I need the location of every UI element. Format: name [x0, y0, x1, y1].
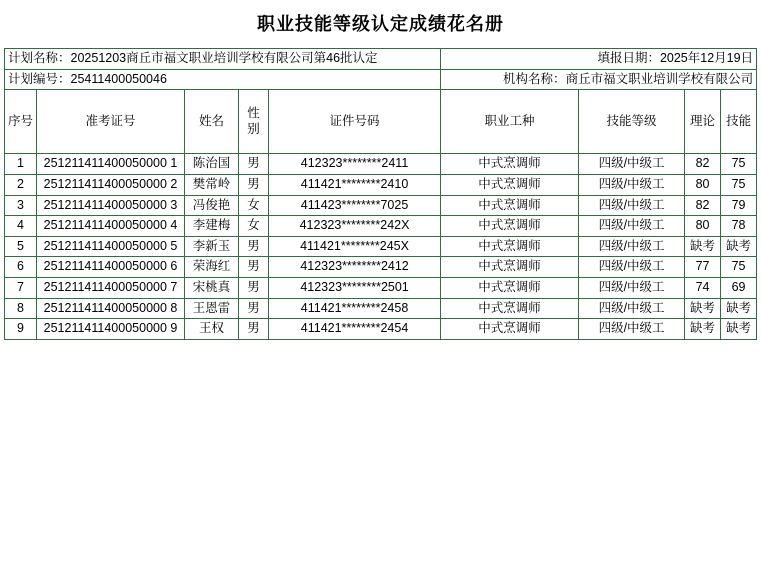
cell-sex: 男: [239, 154, 269, 175]
table-row: [5, 278, 757, 299]
cell-seq: 6: [5, 257, 37, 278]
fill-date-cell: [441, 49, 757, 70]
cell-job: 中式烹调师: [441, 236, 579, 257]
cell-theory: 80: [685, 216, 721, 237]
plan-code-value: 25411400050046: [70, 71, 167, 86]
cell-seq: 3: [5, 195, 37, 216]
cell-level: 四级/中级工: [579, 278, 685, 299]
cell-exam-no: 251211411400050000 7: [37, 278, 185, 299]
cell-skill: 缺考: [721, 319, 757, 340]
cell-level: 四级/中级工: [579, 154, 685, 175]
cell-id-no: 412323********2411: [269, 154, 441, 175]
cell-sex: 男: [239, 278, 269, 299]
column-header-job: 职业工种: [441, 90, 579, 154]
cell-theory: 缺考: [685, 298, 721, 319]
cell-name: 王恩雷: [185, 298, 239, 319]
table-row: [5, 154, 757, 175]
cell-sex: 男: [239, 257, 269, 278]
table-row: [5, 257, 757, 278]
cell-name: 冯俊艳: [185, 195, 239, 216]
cell-name: 陈治国: [185, 154, 239, 175]
table-row: [5, 195, 757, 216]
plan-name-label: 计划名称：: [8, 51, 71, 65]
cell-name: 李建梅: [185, 216, 239, 237]
header-row-plan: [5, 49, 757, 70]
cell-sex: 女: [239, 195, 269, 216]
column-header-theory: 理论: [685, 90, 721, 154]
cell-theory: 80: [685, 174, 721, 195]
cell-job: 中式烹调师: [441, 154, 579, 175]
cell-sex: 男: [239, 319, 269, 340]
column-header-exam-no: 准考证号: [37, 90, 185, 154]
cell-name: 宋桃真: [185, 278, 239, 299]
cell-skill: 75: [721, 257, 757, 278]
cell-seq: 1: [5, 154, 37, 175]
cell-job: 中式烹调师: [441, 319, 579, 340]
cell-skill: 75: [721, 174, 757, 195]
column-header-seq: 序号: [5, 90, 37, 154]
plan-code-cell: [5, 69, 441, 90]
cell-level: 四级/中级工: [579, 216, 685, 237]
cell-job: 中式烹调师: [441, 195, 579, 216]
cell-exam-no: 251211411400050000 2: [37, 174, 185, 195]
cell-exam-no: 251211411400050000 9: [37, 319, 185, 340]
cell-id-no: 411421********245X: [269, 236, 441, 257]
cell-exam-no: 251211411400050000 3: [37, 195, 185, 216]
cell-seq: 4: [5, 216, 37, 237]
cell-job: 中式烹调师: [441, 216, 579, 237]
table-row: [5, 236, 757, 257]
column-header-id-no: 证件号码: [269, 90, 441, 154]
cell-level: 四级/中级工: [579, 298, 685, 319]
column-header-name: 姓名: [185, 90, 239, 154]
cell-theory: 77: [685, 257, 721, 278]
cell-job: 中式烹调师: [441, 257, 579, 278]
org-name-cell: [441, 69, 757, 90]
roster-table: [4, 48, 757, 340]
cell-name: 荣海红: [185, 257, 239, 278]
cell-name: 王权: [185, 319, 239, 340]
cell-theory: 82: [685, 195, 721, 216]
cell-theory: 82: [685, 154, 721, 175]
cell-id-no: 411421********2454: [269, 319, 441, 340]
org-name-value: 商丘市福文职业培训学校有限公司: [565, 71, 754, 86]
cell-seq: 8: [5, 298, 37, 319]
cell-exam-no: 251211411400050000 1: [37, 154, 185, 175]
cell-skill: 75: [721, 154, 757, 175]
column-header-skill: 技能: [721, 90, 757, 154]
cell-seq: 2: [5, 174, 37, 195]
cell-theory: 74: [685, 278, 721, 299]
page-title: 职业技能等级认定成绩花名册: [257, 14, 504, 34]
cell-seq: 5: [5, 236, 37, 257]
cell-id-no: 411421********2410: [269, 174, 441, 195]
cell-job: 中式烹调师: [441, 278, 579, 299]
cell-sex: 男: [239, 236, 269, 257]
fill-date-value: 2025年12月19日: [659, 51, 754, 65]
cell-level: 四级/中级工: [579, 257, 685, 278]
cell-job: 中式烹调师: [441, 298, 579, 319]
header-row-code: [5, 69, 757, 90]
table-row: [5, 216, 757, 237]
cell-theory: 缺考: [685, 319, 721, 340]
cell-skill: 78: [721, 216, 757, 237]
cell-exam-no: 251211411400050000 8: [37, 298, 185, 319]
fill-date-label: 填报日期：: [597, 51, 660, 65]
plan-code-label: 计划编号：: [8, 71, 71, 86]
plan-name-cell: [5, 49, 441, 70]
table-row: [5, 298, 757, 319]
cell-skill: 79: [721, 195, 757, 216]
cell-sex: 男: [239, 174, 269, 195]
table-row: [5, 174, 757, 195]
cell-skill: 缺考: [721, 298, 757, 319]
cell-seq: 7: [5, 278, 37, 299]
cell-exam-no: 251211411400050000 6: [37, 257, 185, 278]
cell-level: 四级/中级工: [579, 319, 685, 340]
cell-sex: 女: [239, 216, 269, 237]
cell-skill: 69: [721, 278, 757, 299]
column-header-row: [5, 90, 757, 154]
cell-exam-no: 251211411400050000 5: [37, 236, 185, 257]
table-row: [5, 319, 757, 340]
cell-level: 四级/中级工: [579, 195, 685, 216]
cell-id-no: 412323********2501: [269, 278, 441, 299]
cell-id-no: 412323********2412: [269, 257, 441, 278]
cell-level: 四级/中级工: [579, 236, 685, 257]
cell-skill: 缺考: [721, 236, 757, 257]
cell-sex: 男: [239, 298, 269, 319]
cell-id-no: 412323********242X: [269, 216, 441, 237]
cell-level: 四级/中级工: [579, 174, 685, 195]
cell-name: 樊常岭: [185, 174, 239, 195]
cell-id-no: 411421********2458: [269, 298, 441, 319]
cell-job: 中式烹调师: [441, 174, 579, 195]
cell-exam-no: 251211411400050000 4: [37, 216, 185, 237]
cell-theory: 缺考: [685, 236, 721, 257]
column-header-level: 技能等级: [579, 90, 685, 154]
org-name-label: 机构名称：: [503, 71, 566, 86]
cell-name: 李新玉: [185, 236, 239, 257]
plan-name-value: 20251203商丘市福文职业培训学校有限公司第46批认定: [70, 51, 378, 65]
column-header-sex: 性别: [239, 90, 269, 154]
cell-id-no: 411423********7025: [269, 195, 441, 216]
cell-seq: 9: [5, 319, 37, 340]
